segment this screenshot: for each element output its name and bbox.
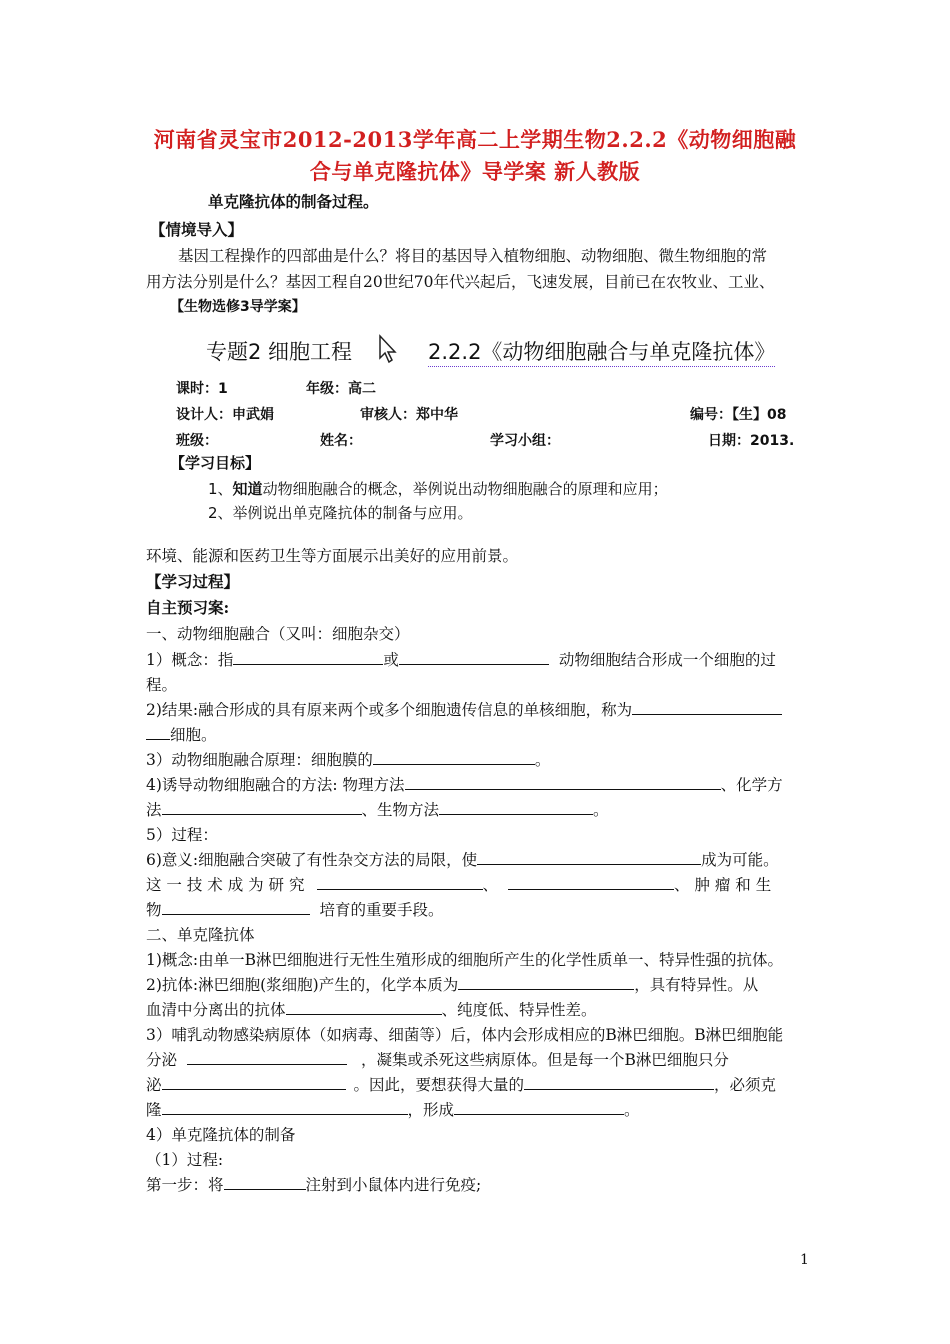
document-title-line2: 合与单克隆抗体》导学案 新人教版 (309, 159, 641, 184)
text: 成为可能。 (701, 851, 779, 869)
item-2-2 (146, 975, 758, 995)
inset-goals-heading: 【学习目标】 (170, 454, 261, 472)
item-2-3-cont2 (146, 1075, 776, 1095)
document-title-line1: 河南省灵宝市2012-2013学年高二上学期生物2.2.2《动物细胞融 (153, 127, 797, 152)
goal-1-know: 知道 (232, 480, 263, 498)
inset-lesson: 2.2.2《动物细胞融合与单克隆抗体》 (428, 336, 775, 367)
text: 、 (482, 876, 499, 894)
inset-topic: 专题2 细胞工程 (206, 340, 353, 364)
situation-heading: 【情境导入】 (150, 220, 244, 239)
item-1-1-cont: 程。 (146, 676, 178, 694)
text: 1）概念：指 (146, 651, 234, 669)
answer-blank[interactable] (405, 775, 721, 790)
answer-blank[interactable] (317, 875, 483, 890)
answer-blank[interactable] (399, 650, 549, 665)
section-1-heading: 一、动物细胞融合（又叫：细胞杂交） (146, 625, 410, 643)
answer-blank[interactable] (524, 1075, 714, 1090)
text: ，具有特异性。从 (634, 976, 759, 994)
text: ，形成 (407, 1101, 455, 1119)
mouse-pointer-icon (378, 334, 398, 364)
text: 2)结果:融合形成的具有原来两个或多个细胞遗传信息的单核细胞，称为 (146, 701, 633, 719)
text: 物 (146, 901, 162, 919)
text: 。因此，要想获得大量的 (353, 1076, 525, 1094)
text: 分泌 (146, 1051, 178, 1069)
item-2-3-cont3 (146, 1100, 640, 1120)
situation-p3: 环境、能源和医药卫生等方面展示出美好的应用前景。 (146, 547, 519, 565)
text: 细胞。 (170, 726, 217, 744)
item-1-2 (146, 700, 782, 720)
inset-name: 姓名： (320, 433, 362, 449)
text: ，凝集或杀死这些病原体。但是每一个B淋巴细胞只分 (361, 1051, 729, 1069)
page-number: 1 (800, 1252, 809, 1268)
process-heading: 【学习过程】 (146, 572, 240, 591)
text: 隆 (146, 1101, 162, 1119)
goal-1-rest: 动物细胞融合的概念，举例说出动物细胞融合的原理和应用； (262, 480, 668, 498)
inset-date: 日期：2013. (708, 433, 795, 449)
item-2-4-1: （1）过程: (146, 1151, 224, 1169)
answer-blank[interactable] (187, 1050, 347, 1065)
answer-blank[interactable] (146, 725, 170, 740)
inset-goal-2: 2、举例说出单克隆抗体的制备与应用。 (208, 504, 473, 522)
text: 、生物方法 (361, 801, 440, 819)
answer-blank[interactable] (373, 750, 535, 765)
item-1-4-cont (146, 800, 609, 820)
item-1-2-cont (146, 725, 217, 745)
inset-reviewer: 审核人：郑中华 (360, 407, 458, 423)
text: 、化学方 (720, 776, 783, 794)
text: 动物细胞结合形成一个细胞的过 (558, 651, 776, 669)
process-subheading: 自主预习案: (146, 598, 230, 617)
answer-blank[interactable] (286, 1000, 442, 1015)
item-1-3 (146, 750, 550, 770)
answer-blank[interactable] (458, 975, 634, 990)
item-1-6 (146, 850, 779, 870)
text: 、纯度低、特异性差。 (441, 1001, 597, 1019)
text: 3）动物细胞融合原理：细胞膜的 (146, 751, 373, 769)
text: 注射到小鼠体内进行免疫; (305, 1176, 482, 1194)
text: 或 (383, 651, 399, 669)
goal-1-number: 1、 (208, 480, 233, 498)
situation-p1: 基因工程操作的四部曲是什么？将目的基因导入植物细胞、动物细胞、微生物细胞的常 (178, 247, 768, 265)
text: ，必须克 (714, 1076, 777, 1094)
intro-line: 单克隆抗体的制备过程。 (208, 192, 379, 211)
answer-blank[interactable] (632, 700, 782, 715)
inset-designer: 设计人：申武娟 (176, 407, 274, 423)
step-1 (146, 1175, 481, 1195)
answer-blank[interactable] (508, 875, 674, 890)
answer-blank[interactable] (162, 800, 362, 815)
item-1-5: 5）过程： (146, 826, 218, 844)
inset-group: 学习小组： (490, 433, 560, 449)
text: 2)抗体:淋巴细胞(浆细胞)产生的，化学本质为 (146, 976, 459, 994)
item-1-6-cont2 (146, 900, 444, 920)
item-1-6-cont (146, 875, 771, 895)
text: 、 肿 瘤 和 生 (674, 876, 772, 894)
text: 第一步：将 (146, 1176, 224, 1194)
text: 这 一 技 术 成 为 研 究 (146, 876, 305, 894)
inset-tag: 【生物选修3导学案】 (170, 299, 306, 315)
item-1-4 (146, 775, 783, 795)
text: 。 (534, 751, 551, 769)
answer-blank[interactable] (477, 850, 701, 865)
inset-grade: 年级：高二 (306, 381, 376, 397)
answer-blank[interactable] (162, 1100, 408, 1115)
item-2-1: 1)概念:由单一B淋巴细胞进行无性生殖形成的细胞所产生的化学性质单一、特异性强的抗体。 (146, 951, 784, 969)
item-1-1 (146, 650, 776, 670)
situation-p2: 用方法分别是什么？基因工程自20世纪70年代兴起后，飞速发展，目前已在农牧业、工业、 (146, 273, 775, 291)
text: 4)诱导动物细胞融合的方法: 物理方法 (146, 776, 405, 794)
answer-blank[interactable] (454, 1100, 624, 1115)
item-2-3: 3）哺乳动物感染病原体（如病毒、细菌等）后，体内会形成相应的B淋巴细胞。B淋巴细胞能 (146, 1026, 784, 1044)
answer-blank[interactable] (439, 800, 593, 815)
text: 培育的重要手段。 (319, 901, 444, 919)
answer-blank[interactable] (224, 1175, 306, 1190)
item-2-3-cont (146, 1050, 729, 1070)
answer-blank[interactable] (162, 900, 310, 915)
answer-blank[interactable] (162, 1075, 346, 1090)
text: 泌 (146, 1076, 162, 1094)
embedded-worksheet-image (160, 292, 840, 527)
text: 血清中分离出的抗体 (146, 1001, 286, 1019)
text: 。 (624, 1101, 640, 1119)
section-2-heading: 二、单克隆抗体 (146, 926, 255, 944)
inset-number: 编号：【生】08 (690, 407, 787, 423)
answer-blank[interactable] (233, 650, 383, 665)
item-2-2-cont (146, 1000, 597, 1020)
item-2-4: 4）单克隆抗体的制备 (146, 1126, 296, 1144)
inset-class: 班级： (176, 433, 218, 449)
text: 6)意义:细胞融合突破了有性杂交方法的局限，使 (146, 851, 478, 869)
inset-period: 课时：1 (176, 381, 228, 397)
inset-goal-1 (208, 478, 668, 499)
text: 法 (146, 801, 162, 819)
text: 。 (593, 801, 609, 819)
